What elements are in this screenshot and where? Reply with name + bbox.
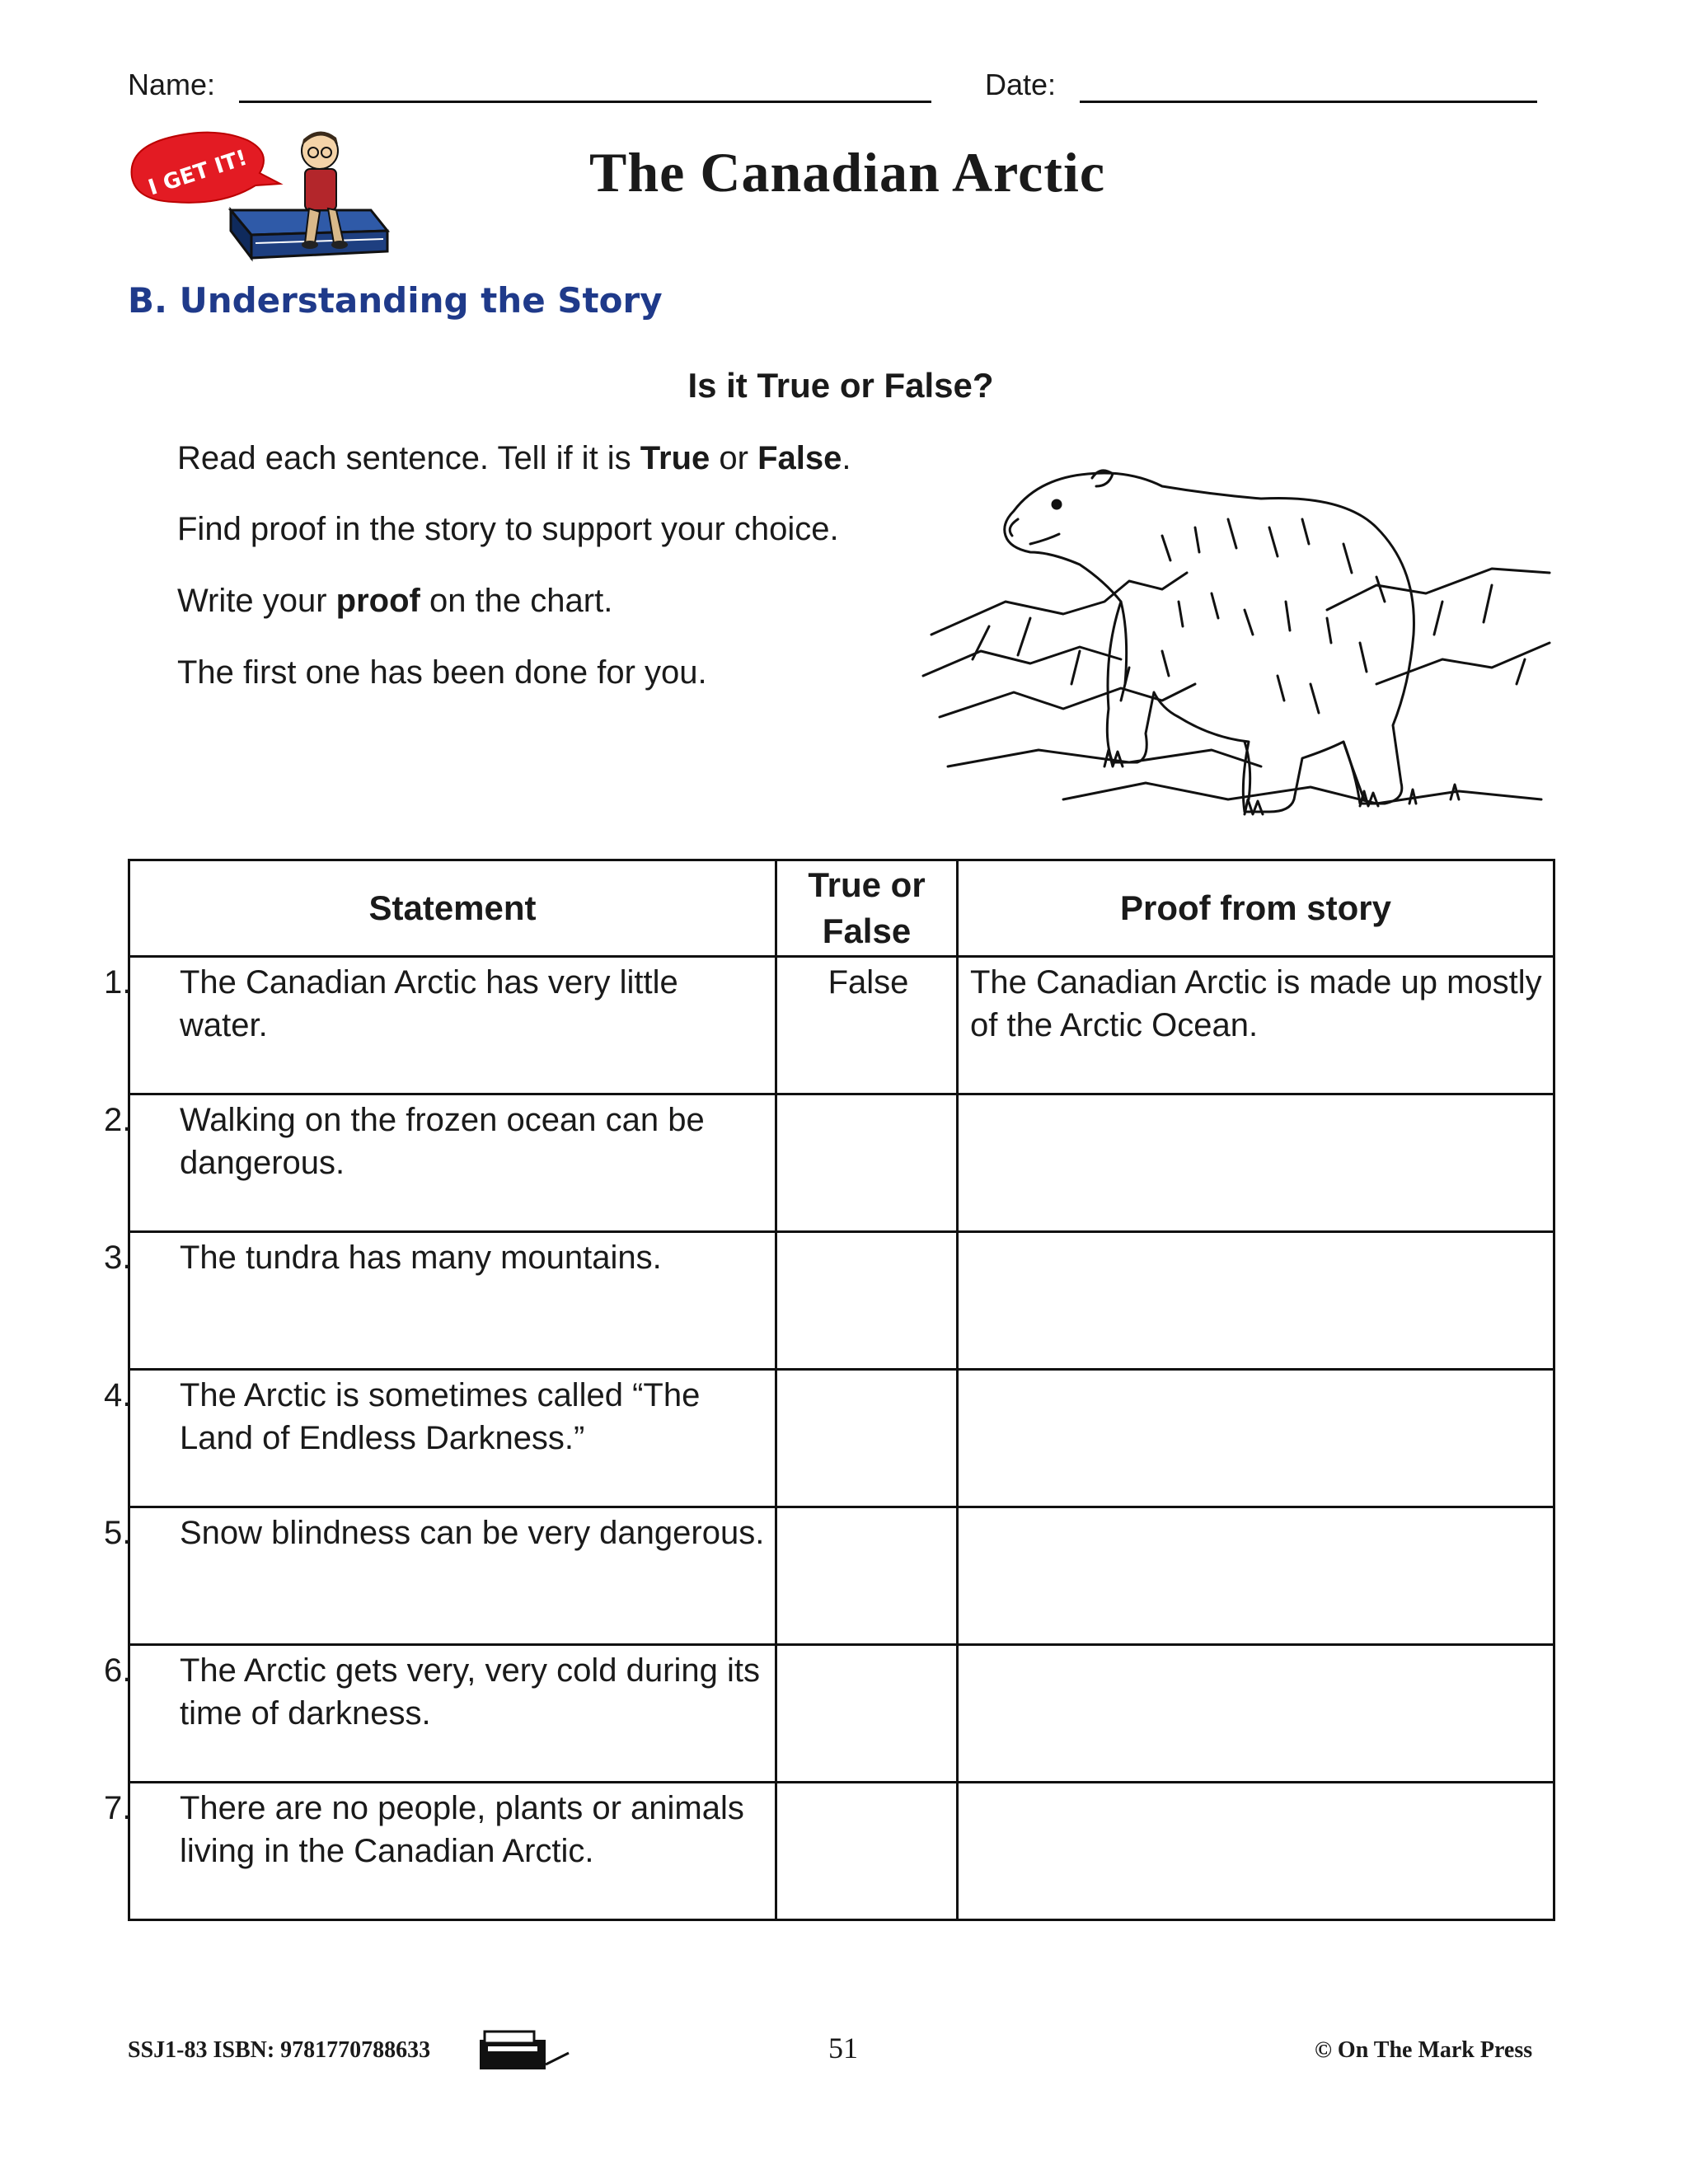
table-header-row — [129, 860, 1554, 957]
subheading: Is it True or False? — [687, 366, 994, 405]
statement-cell — [104, 1645, 776, 1783]
table-row — [129, 1232, 1554, 1370]
name-label: Name: — [128, 68, 216, 101]
i-get-it-logo — [124, 120, 400, 272]
name-line[interactable] — [239, 101, 931, 103]
date-label: Date: — [985, 68, 1057, 101]
statement-text: The Arctic is sometimes called “The Land of Endless Darkness.” — [180, 1377, 701, 1456]
footer-code: SSJ1-83 ISBN: 9781770788633 — [128, 2037, 431, 2063]
page-title: The Canadian Arctic — [589, 141, 1106, 204]
statement-text: The Canadian Arctic has very little water. — [180, 964, 678, 1043]
instruction-text: Read each sentence. Tell if it is — [177, 440, 640, 476]
table-row — [129, 1507, 1554, 1645]
table-row — [129, 1783, 1554, 1920]
instruction-text: Write your — [177, 583, 336, 619]
table-row — [129, 1370, 1554, 1507]
instruction-proof: proof — [335, 583, 420, 619]
proof-cell[interactable]: The Canadian Arctic is made up mostly of the Arctic Ocean. — [958, 957, 1554, 1094]
instruction-line-4: The first one has been done for you. — [177, 654, 707, 691]
row-number: 6. — [104, 1652, 132, 1689]
instruction-text: . — [842, 440, 851, 476]
row-number: 1. — [104, 964, 132, 1001]
statement-cell — [104, 1507, 776, 1645]
header-tf-line2: False — [822, 912, 912, 950]
page-number: 51 — [828, 2032, 858, 2064]
true-false-cell[interactable] — [776, 1232, 958, 1370]
proof-cell[interactable] — [958, 1783, 1554, 1920]
statement-text: Walking on the frozen ocean can be dangerous. — [180, 1102, 705, 1181]
true-false-cell[interactable] — [776, 1094, 958, 1232]
statement-text: Snow blindness can be very dangerous. — [180, 1515, 765, 1551]
proof-cell[interactable] — [958, 1232, 1554, 1370]
statement-text: There are no people, plants or animals living in the Canadian Arctic. — [180, 1790, 744, 1869]
instruction-false: False — [757, 440, 842, 476]
proof-cell[interactable] — [958, 1370, 1554, 1507]
proof-cell[interactable] — [958, 1094, 1554, 1232]
header-tf-line1: True or — [808, 865, 926, 904]
true-false-chart — [104, 859, 1555, 1921]
row-number: 5. — [104, 1515, 132, 1551]
true-false-cell[interactable] — [776, 1507, 958, 1645]
table-row — [129, 957, 1554, 1094]
header-statement: Statement — [129, 860, 776, 957]
logo-bubble-text: I GET IT! — [145, 145, 251, 201]
row-number: 3. — [104, 1240, 132, 1276]
header-proof: Proof from story — [958, 860, 1554, 957]
instruction-true: True — [640, 440, 710, 476]
proof-cell[interactable] — [958, 1645, 1554, 1783]
instruction-line-1 — [177, 438, 851, 478]
row-number: 4. — [104, 1377, 132, 1413]
table-row — [129, 1094, 1554, 1232]
true-false-cell[interactable]: False — [776, 957, 958, 1094]
proof-cell[interactable] — [958, 1507, 1554, 1645]
section-heading: B. Understanding the Story — [128, 280, 663, 321]
true-false-cell[interactable] — [776, 1783, 958, 1920]
statement-cell — [104, 1370, 776, 1507]
statement-cell — [104, 1094, 776, 1232]
statement-cell — [104, 957, 776, 1094]
instruction-line-3 — [177, 581, 612, 621]
row-number: 7. — [104, 1790, 132, 1826]
polar-bear-illustration — [915, 437, 1558, 841]
statement-text: The Arctic gets very, very cold during its time of darkness. — [180, 1652, 760, 1732]
row-number: 2. — [104, 1102, 132, 1138]
statement-cell — [104, 1783, 776, 1920]
table-row — [129, 1645, 1554, 1783]
copier-icon — [476, 2023, 575, 2073]
statement-text: The tundra has many mountains. — [180, 1240, 662, 1276]
instruction-text: on the chart. — [420, 583, 613, 619]
header-true-false — [776, 860, 958, 957]
footer-publisher: © On The Mark Press — [1315, 2037, 1533, 2063]
date-line[interactable] — [1080, 101, 1537, 103]
instruction-line-2: Find proof in the story to support your choice. — [177, 511, 839, 547]
true-false-cell[interactable] — [776, 1370, 958, 1507]
statement-cell — [104, 1232, 776, 1370]
true-false-cell[interactable] — [776, 1645, 958, 1783]
instruction-text: or — [710, 440, 758, 476]
